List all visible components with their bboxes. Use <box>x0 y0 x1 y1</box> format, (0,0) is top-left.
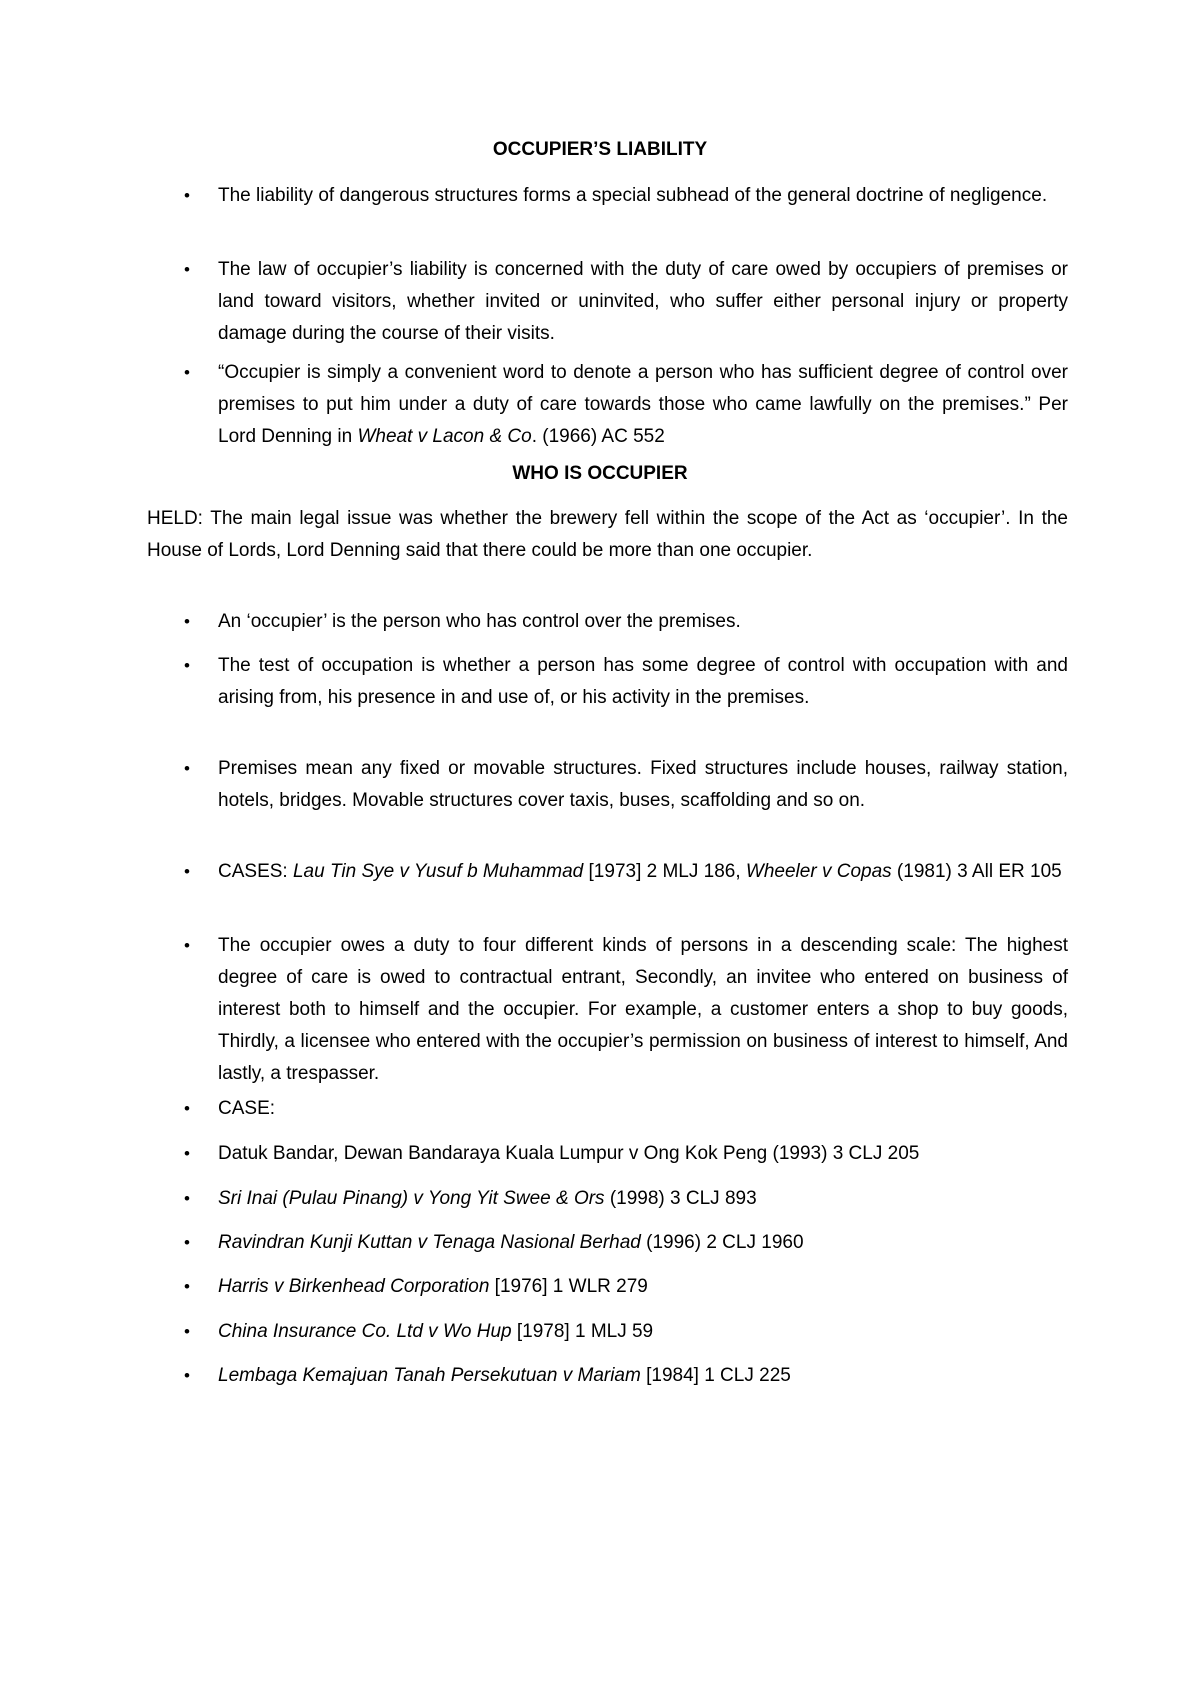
case-citation: (1998) 3 CLJ 893 <box>604 1188 757 1209</box>
case-label: CASE: <box>218 1098 276 1119</box>
section-heading: WHO IS OCCUPIER <box>512 463 688 484</box>
page-title: OCCUPIER’S LIABILITY <box>492 139 708 160</box>
case-citation: (1993) 3 CLJ 205 <box>767 1143 920 1164</box>
case-list-item <box>218 1360 1068 1392</box>
cases-line <box>218 856 1068 888</box>
held-paragraph: HELD: The main legal issue was whether the brewery fell within the scope of the Act as ‘occupier’. In the House of Lords, Lord Denning said that there could be more than one occupier. <box>147 508 1068 561</box>
case-name: Datuk Bandar, Dewan Bandaraya Kuala Lumpur v Ong Kok Peng <box>218 1143 768 1164</box>
case-citation: [1973] 2 MLJ 186, <box>583 861 746 882</box>
bullet-icon: • <box>184 1366 190 1385</box>
case-name: China Insurance Co. Ltd v Wo Hup <box>218 1321 512 1342</box>
bullet-icon: • <box>184 1277 190 1296</box>
bullet-icon: • <box>184 862 190 881</box>
bullet-icon: • <box>184 1099 190 1118</box>
case-list-item <box>218 1227 1068 1259</box>
bullet-icon: • <box>184 186 190 205</box>
case-name: Lau Tin Sye v Yusuf b Muhammad <box>292 861 584 882</box>
case-citation: [1976] 1 WLR 279 <box>489 1276 648 1297</box>
case-name: Wheeler v Copas <box>745 861 892 882</box>
bullet-icon: • <box>184 612 190 631</box>
case-list-item <box>218 1316 1068 1348</box>
denning-quote <box>218 357 1068 453</box>
case-name: Ravindran Kunji Kuttan v Tenaga Nasional Berhad <box>218 1232 641 1253</box>
bullet-icon: • <box>184 260 190 279</box>
quote-case-name: Wheat v Lacon & Co <box>357 426 532 447</box>
case-list-item <box>218 1271 1068 1303</box>
quote-citation: . (1966) AC 552 <box>531 426 665 447</box>
bullet-icon: • <box>184 363 190 382</box>
case-list-item <box>218 1138 1068 1170</box>
bullet-icon: • <box>184 656 190 675</box>
case-citation: (1981) 3 All ER 105 <box>891 861 1062 882</box>
bullet-icon: • <box>184 936 190 955</box>
cases-prefix: CASES: <box>218 861 293 882</box>
bullet-icon: • <box>184 759 190 778</box>
occupier-bullet-3: Premises mean any fixed or movable structures. Fixed structures include houses, railway station, hotels, bridges. Movable structures cover taxis, buses, scaffolding and so on. <box>218 758 1068 811</box>
occupier-bullet-2: The test of occupation is whether a person has some degree of control with occupation with and arising from, his presence in and use of, or his activity in the premises. <box>218 655 1068 708</box>
quote-text: “Occupier is simply a convenient word to denote a person who has sufficient degree of control over premises to put him under a duty of care towards those who came lawfully on the premises.” Per Lord Denning in <box>218 362 1068 447</box>
case-citation: (1996) 2 CLJ 1960 <box>640 1232 804 1253</box>
case-name: Sri Inai (Pulau Pinang) v Yong Yit Swee & Ors <box>218 1188 605 1209</box>
duty-bullet: The occupier owes a duty to four different kinds of persons in a descending scale: The highest degree of care is owed to contractual entrant, Secondly, an invitee who entered on business of interest both to himself and the occupier. For example, a customer enters a shop to buy goods, Thirdly, a licensee who entered with the occupier’s permission on business of interest to himself, And lastly, a trespasser. <box>218 935 1068 1084</box>
case-citation: [1984] 1 CLJ 225 <box>640 1365 791 1386</box>
case-name: Harris v Birkenhead Corporation <box>218 1276 490 1297</box>
case-list-item <box>218 1183 1068 1215</box>
case-name: Lembaga Kemajuan Tanah Persekutuan v Mariam <box>218 1365 641 1386</box>
case-citation: [1978] 1 MLJ 59 <box>511 1321 654 1342</box>
bullet-icon: • <box>184 1144 190 1163</box>
bullet-icon: • <box>184 1233 190 1252</box>
bullet-icon: • <box>184 1189 190 1208</box>
occupier-bullet-1: An ‘occupier’ is the person who has control over the premises. <box>218 611 741 632</box>
intro-bullet-1: The liability of dangerous structures forms a special subhead of the general doctrine of negligence. <box>218 185 1048 206</box>
intro-bullet-2: The law of occupier’s liability is concerned with the duty of care owed by occupiers of premises or land toward visitors, whether invited or uninvited, who suffer either personal injury or property damage during the course of their visits. <box>218 259 1068 344</box>
bullet-icon: • <box>184 1322 190 1341</box>
